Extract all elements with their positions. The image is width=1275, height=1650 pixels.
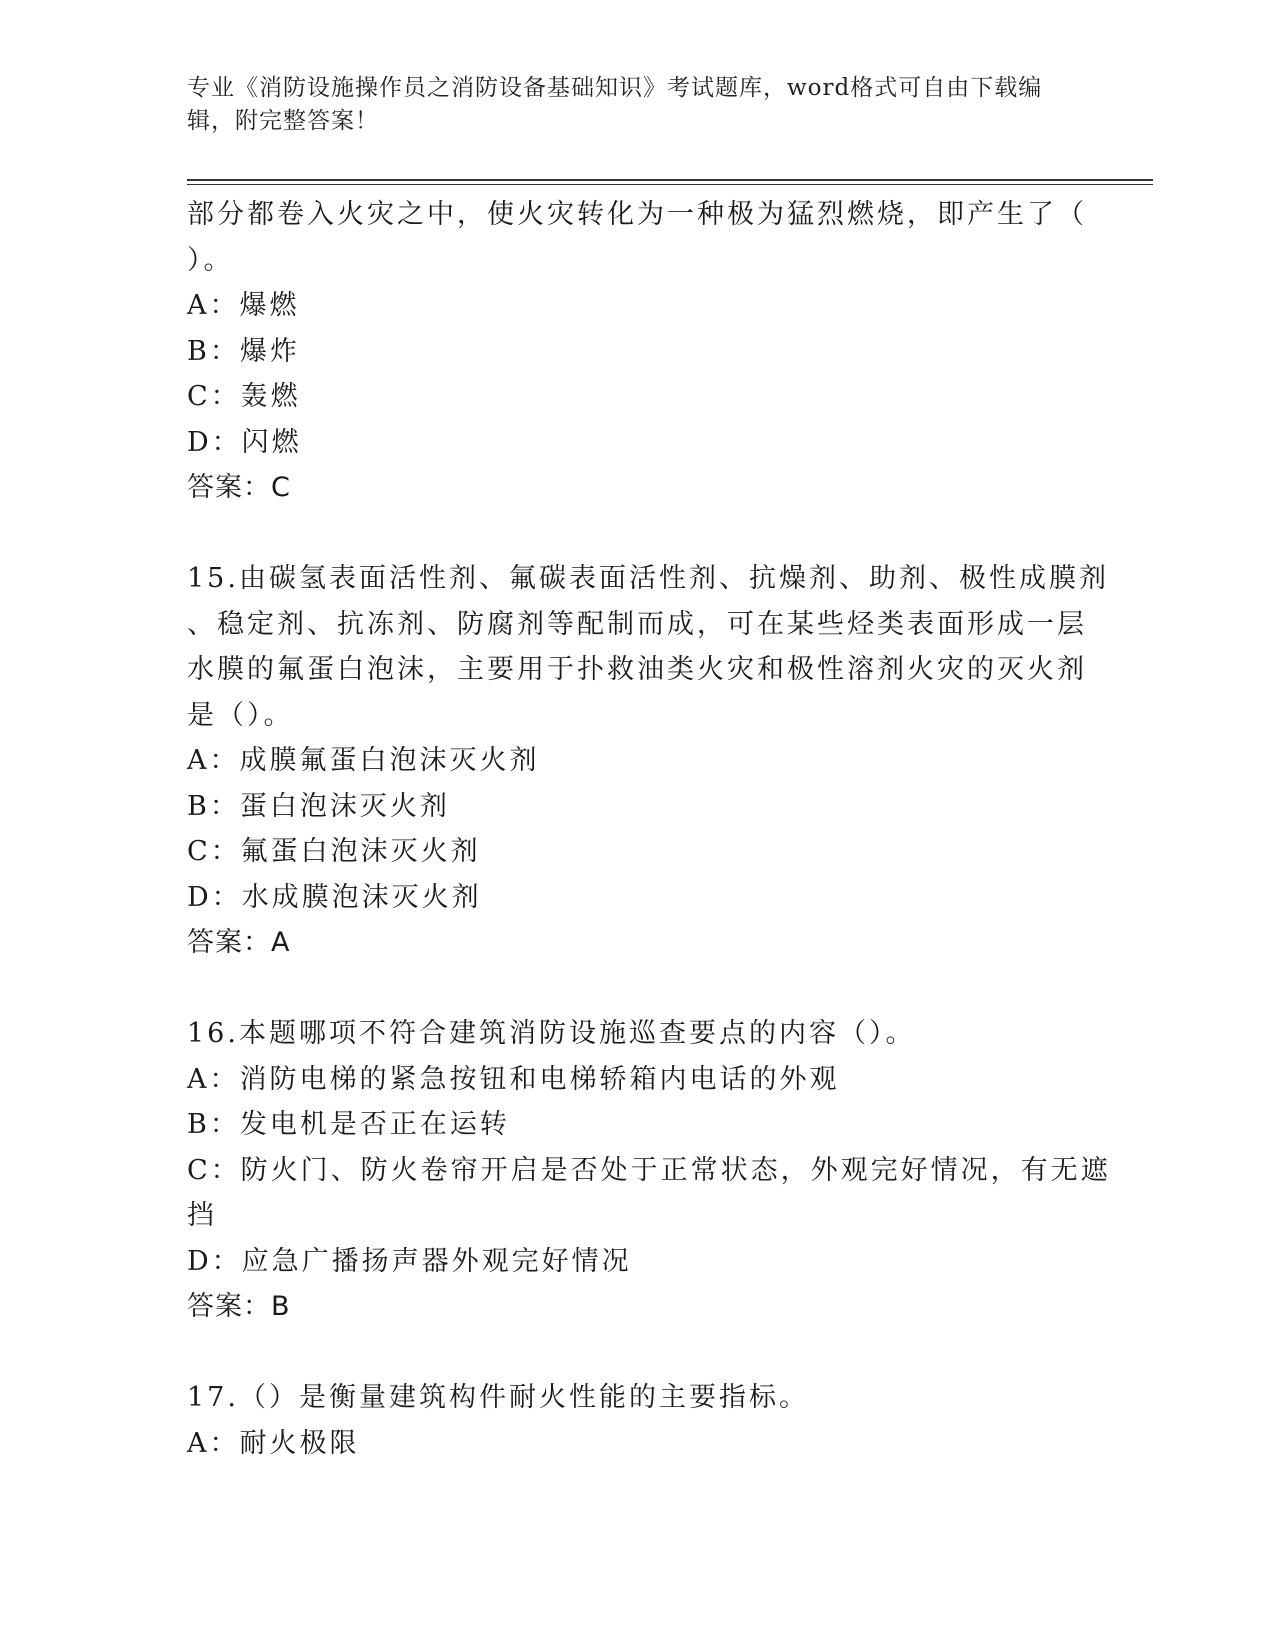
question-16	[187, 1011, 1111, 1330]
option-c-continued: 挡	[187, 1200, 217, 1231]
header-divider-thick	[187, 179, 1153, 181]
answer-label: 答案：A	[187, 927, 291, 958]
header-line-1: 专业《消防设施操作员之消防设备基础知识》考试题库，word格式可自由下载编	[187, 75, 1043, 101]
question-stem: 15.由碳氢表面活性剂、氟碳表面活性剂、抗燥剂、助剂、极性成膜剂	[187, 563, 1109, 594]
question-stem: 水膜的氟蛋白泡沫，主要用于扑救油类火灾和极性溶剂火灾的灭火剂	[187, 654, 1087, 685]
answer-label: 答案：C	[187, 472, 291, 503]
option-a: A：成膜氟蛋白泡沫灭火剂	[187, 745, 540, 776]
header-divider-thin	[187, 184, 1153, 185]
question-17	[187, 1375, 1087, 1466]
document-header	[187, 72, 1087, 138]
option-b: B：爆炸	[187, 335, 300, 367]
option-b: B：蛋白泡沫灭火剂	[187, 790, 450, 822]
option-a: A：消防电梯的紧急按钮和电梯轿箱内电话的外观	[187, 1063, 840, 1095]
option-c: C：轰燃	[187, 381, 301, 412]
question-14	[187, 192, 1087, 511]
spacer	[187, 1330, 1087, 1376]
option-d: D：水成膜泡沫灭火剂	[187, 881, 482, 913]
option-c: C：防火门、防火卷帘开启是否处于正常状态，外观完好情况，有无遮	[187, 1154, 1111, 1186]
option-b: B：发电机是否正在运转	[187, 1109, 510, 1140]
question-list	[187, 192, 1111, 1466]
question-stem: 16.本题哪项不符合建筑消防设施巡查要点的内容（）。	[187, 1018, 916, 1049]
question-stem: 是（）。	[187, 699, 294, 731]
header-line-2: 辑，附完整答案！	[187, 108, 379, 134]
option-c: C：氟蛋白泡沫灭火剂	[187, 836, 481, 867]
option-a: A：爆燃	[187, 290, 300, 321]
question-stem: 17.（）是衡量建筑构件耐火性能的主要指标。	[187, 1382, 809, 1413]
question-15	[187, 556, 1109, 966]
option-a: A：耐火极限	[187, 1427, 360, 1459]
spacer	[187, 511, 1087, 557]
option-d: D：应急广播扬声器外观完好情况	[187, 1245, 632, 1277]
question-stem: ）。	[187, 244, 234, 276]
spacer	[187, 966, 1087, 1012]
question-stem: 部分都卷入火灾之中，使火灾转化为一种极为猛烈燃烧，即产生了（	[187, 199, 1087, 230]
answer-label: 答案：B	[187, 1291, 291, 1322]
option-d: D：闪燃	[187, 426, 302, 458]
question-stem: 、稳定剂、抗冻剂、防腐剂等配制而成，可在某些烃类表面形成一层	[187, 608, 1087, 640]
